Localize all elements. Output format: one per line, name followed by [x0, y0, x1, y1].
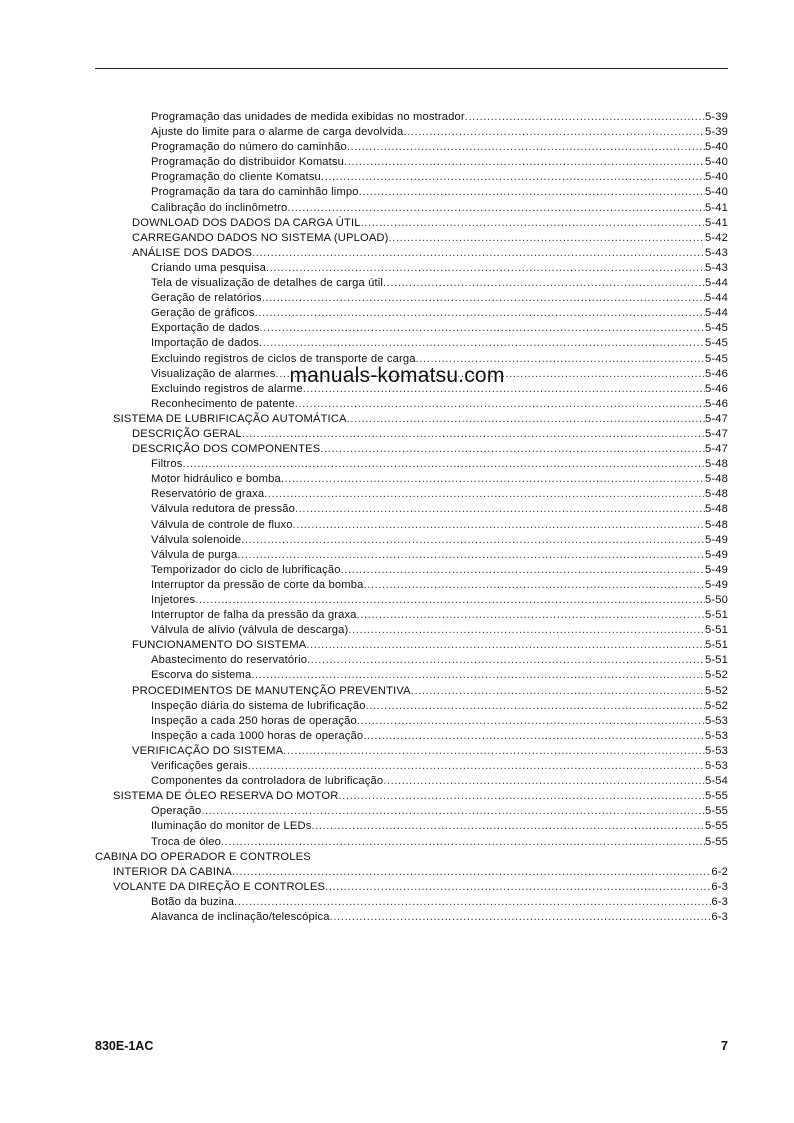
dot-leader [361, 216, 705, 231]
dot-leader [234, 895, 711, 910]
toc-entry-page: 5-48 [705, 503, 728, 516]
toc-entry-page: 5-43 [705, 261, 728, 274]
dot-leader [195, 593, 705, 608]
dot-leader [339, 789, 706, 804]
toc-entry-page: 5-46 [705, 397, 728, 410]
dot-leader [330, 910, 712, 925]
dot-leader [383, 276, 705, 291]
dot-leader [320, 442, 705, 457]
dot-leader [281, 472, 705, 487]
toc-entry-page: 5-55 [705, 805, 728, 818]
toc-entry[interactable] [0, 865, 794, 880]
toc-entry-page: 5-46 [705, 367, 728, 380]
dot-leader [347, 412, 705, 427]
toc-entry[interactable] [0, 548, 794, 563]
toc-entry-page: 5-40 [705, 186, 728, 199]
toc-entry-page: 5-40 [705, 141, 728, 154]
toc-entry-title: Interruptor de falha da pressão da graxa [151, 609, 357, 622]
toc-entry-title: Ajuste do limite para o alarme de carga devolvida [151, 126, 404, 139]
toc-entry[interactable] [0, 321, 794, 336]
dot-leader [344, 155, 705, 170]
toc-entry-page: 5-55 [705, 820, 728, 833]
toc-entry[interactable] [0, 412, 794, 427]
dot-leader [347, 140, 705, 155]
toc-entry-title: Filtros [151, 458, 183, 471]
toc-entry-page: 5-49 [705, 578, 728, 591]
toc-entry[interactable] [0, 170, 794, 185]
toc-entry[interactable] [0, 699, 794, 714]
toc-entry[interactable] [0, 246, 794, 261]
toc-entry[interactable] [0, 578, 794, 593]
dot-leader [348, 623, 705, 638]
toc-entry-page: 5-45 [705, 337, 728, 350]
dot-leader [383, 774, 705, 789]
dot-leader [306, 638, 705, 653]
toc-entry-page: 5-41 [705, 201, 728, 214]
toc-entry[interactable] [0, 442, 794, 457]
dot-leader [366, 699, 705, 714]
dot-leader [465, 110, 705, 125]
toc-entry[interactable] [0, 563, 794, 578]
footer-page-number: 7 [721, 1039, 728, 1053]
toc-entry[interactable] [0, 638, 794, 653]
toc-entry-page: 5-49 [705, 533, 728, 546]
toc-entry-page: 5-55 [705, 790, 728, 803]
toc-entry-page: 5-49 [705, 563, 728, 576]
toc-entry[interactable] [0, 457, 794, 472]
toc-entry[interactable] [0, 895, 794, 910]
toc-entry-page: 5-48 [705, 488, 728, 501]
dot-leader [241, 533, 705, 548]
toc-entry-title: Verificações gerais [151, 760, 248, 773]
toc-entry-page: 6-3 [711, 880, 728, 893]
toc-entry-title: Botão da buzina [151, 895, 235, 908]
toc-entry[interactable] [0, 140, 794, 155]
toc-entry[interactable] [0, 653, 794, 668]
dot-leader [295, 502, 705, 517]
toc-entry-title: Motor hidráulico e bomba [151, 473, 281, 486]
toc-entry-title: CABINA DO OPERADOR E CONTROLES [95, 850, 311, 863]
footer-model: 830E-1AC [95, 1039, 154, 1053]
toc-entry-title: DESCRIÇÃO DOS COMPONENTES [132, 443, 321, 456]
toc-entry-title: Tela de visualização de detalhes de carga útil [151, 277, 384, 290]
toc-entry-title: Calibração do inclinômetro [151, 201, 288, 214]
toc-entry-title: Interruptor da pressão de corte da bomba [151, 578, 364, 591]
toc-entry-page: 5-47 [705, 443, 728, 456]
toc-entry-title: Troca de óleo [151, 835, 221, 848]
toc-entry-title: Criando uma pesquisa [151, 261, 266, 274]
toc-entry-title: Injetores [151, 594, 196, 606]
toc-entry[interactable] [0, 472, 794, 487]
toc-entry-page: 6-2 [711, 865, 728, 878]
toc-entry[interactable] [0, 593, 794, 608]
toc-entry-title: CARREGANDO DADOS NO SISTEMA (UPLOAD) [132, 231, 389, 244]
toc-entry-page: 5-53 [705, 760, 728, 773]
watermark: manuals-komatsu.com [289, 364, 505, 387]
toc-entry-page: 5-52 [705, 684, 728, 697]
dot-leader [357, 608, 705, 623]
toc-entry-title: Programação da tara do caminhão limpo [151, 186, 359, 199]
dot-leader [293, 518, 705, 533]
dot-leader [242, 427, 705, 442]
toc-entry-title: Geração de gráficos [151, 307, 255, 320]
dot-leader [403, 125, 705, 140]
header-rule [95, 68, 728, 69]
toc-entry-page: 5-51 [705, 654, 728, 667]
toc-entry[interactable] [0, 835, 794, 850]
dot-leader [251, 668, 705, 683]
toc-entry-page: 5-51 [705, 624, 728, 637]
dot-leader [262, 291, 705, 306]
toc-entry-page: 5-48 [705, 518, 728, 531]
toc-entry-page: 5-44 [705, 292, 728, 305]
dot-leader [232, 865, 711, 880]
toc-entry-title: Programação do distribuidor Komatsu [151, 156, 345, 169]
toc-entry-page: 5-44 [705, 277, 728, 290]
dot-leader [389, 231, 705, 246]
toc-entry-page: 5-40 [705, 171, 728, 184]
toc-entry-title: Iluminação do monitor de LEDs [151, 820, 312, 833]
toc-entry-page: 5-54 [705, 775, 728, 788]
toc-entry[interactable] [0, 201, 794, 216]
toc-entry-title: Programação do número do caminhão [151, 141, 347, 154]
toc-entry-title: Reconhecimento de patente [151, 397, 295, 410]
toc-entry-page: 5-51 [705, 639, 728, 652]
toc-entry-title: Reservatório de graxa [151, 488, 265, 501]
toc-entry[interactable] [0, 684, 794, 699]
toc-entry[interactable] [0, 714, 794, 729]
toc-entry-title: Temporizador do ciclo de lubrificação [151, 563, 341, 576]
dot-leader [264, 487, 705, 502]
dot-leader [341, 563, 705, 578]
toc-entry-title: Exportação de dados [151, 322, 260, 335]
toc-entry-page: 5-48 [705, 473, 728, 486]
toc-entry[interactable] [0, 110, 794, 125]
toc-entry[interactable] [0, 518, 794, 533]
toc-entry-page: 5-53 [705, 714, 728, 727]
toc-entry[interactable] [0, 216, 794, 231]
toc-entry-page: 5-50 [705, 594, 728, 606]
toc-entry-title: Válvula de purga [151, 548, 238, 561]
toc-entry-page: 5-43 [705, 246, 728, 259]
toc-entry-page: 5-55 [705, 835, 728, 848]
dot-leader [321, 170, 705, 185]
toc-entry-page: 5-49 [705, 548, 728, 561]
toc-entry[interactable] [0, 804, 794, 819]
toc-entry-page: 5-39 [705, 111, 728, 123]
toc-entry-title: SISTEMA DE LUBRIFICAÇÃO AUTOMÁTICA [113, 412, 347, 425]
dot-leader [252, 246, 705, 261]
toc-entry-title: PROCEDIMENTOS DE MANUTENÇÃO PREVENTIVA [132, 684, 411, 697]
table-of-contents [0, 110, 794, 925]
toc-entry-page: 5-53 [705, 729, 728, 742]
toc-entry[interactable] [0, 231, 794, 246]
toc-entry[interactable] [0, 623, 794, 638]
toc-entry-page: 5-52 [705, 669, 728, 682]
toc-entry-title: Operação [151, 805, 202, 818]
toc-entry-title: Válvula solenoide [151, 533, 242, 546]
toc-entry-title: Válvula de alívio (válvula de descarga) [151, 624, 349, 637]
toc-entry[interactable] [0, 336, 794, 351]
toc-entry[interactable] [0, 668, 794, 683]
toc-entry-title: Escorva do sistema [151, 669, 252, 682]
toc-entry[interactable] [0, 427, 794, 442]
toc-entry-title: VOLANTE DA DIREÇÃO E CONTROLES [113, 880, 326, 893]
toc-entry-title: INTERIOR DA CABINA [113, 865, 232, 878]
toc-entry[interactable] [0, 850, 794, 865]
toc-entry[interactable] [0, 487, 794, 502]
toc-entry-title: Inspeção diária do sistema de lubrificação [151, 699, 366, 712]
toc-entry-page: 5-52 [705, 699, 728, 712]
toc-entry-title: Componentes da controladora de lubrificação [151, 775, 384, 788]
toc-entry-title: Programação do cliente Komatsu [151, 171, 321, 184]
toc-entry-title: DOWNLOAD DOS DADOS DA CARGA ÚTIL [132, 216, 361, 229]
toc-entry-page: 5-45 [705, 322, 728, 335]
toc-entry-title: Geração de relatórios [151, 292, 262, 305]
toc-entry[interactable] [0, 880, 794, 895]
dot-leader [411, 684, 705, 699]
dot-leader [201, 804, 705, 819]
toc-entry-title: Excluindo registros de ciclos de transporte de carga [151, 352, 416, 365]
dot-leader [237, 548, 705, 563]
dot-leader [325, 880, 711, 895]
toc-entry[interactable] [0, 155, 794, 170]
toc-entry-title: Inspeção a cada 250 horas de operação [151, 714, 357, 727]
toc-entry[interactable] [0, 759, 794, 774]
toc-entry-title: SISTEMA DE ÓLEO RESERVA DO MOTOR [113, 790, 339, 803]
dot-leader [363, 729, 705, 744]
toc-entry[interactable] [0, 819, 794, 834]
toc-entry-page: 5-47 [705, 427, 728, 440]
toc-entry-title: Excluindo registros de alarme [151, 382, 303, 395]
toc-entry[interactable] [0, 306, 794, 321]
toc-entry[interactable] [0, 910, 794, 925]
toc-entry[interactable] [0, 291, 794, 306]
toc-entry-page: 5-42 [705, 231, 728, 244]
toc-entry-page: 5-48 [705, 458, 728, 471]
dot-leader [311, 819, 705, 834]
toc-entry-title: Visualização de alarmes [151, 367, 276, 380]
dot-leader [363, 578, 705, 593]
toc-entry-page: 5-47 [705, 412, 728, 425]
dot-leader [287, 201, 705, 216]
toc-entry-page: 5-45 [705, 352, 728, 365]
dot-leader [255, 306, 705, 321]
toc-entry-page: 5-51 [705, 609, 728, 622]
toc-entry-title: FUNCIONAMENTO DO SISTEMA [132, 639, 307, 652]
toc-entry-page: 5-46 [705, 382, 728, 395]
dot-leader [359, 185, 705, 200]
toc-entry-title: Inspeção a cada 1000 horas de operação [151, 729, 364, 742]
toc-entry[interactable] [0, 744, 794, 759]
toc-entry-title: Abastecimento do reservatório [151, 654, 308, 667]
toc-entry-page: 6-3 [711, 910, 728, 923]
toc-entry[interactable] [0, 261, 794, 276]
toc-entry-title: Programação das unidades de medida exibidas no mostrador [151, 111, 465, 123]
toc-entry-title: DESCRIÇÃO GERAL [132, 427, 242, 440]
toc-entry[interactable] [0, 125, 794, 140]
toc-entry-title: Importação de dados [151, 337, 259, 350]
toc-entry[interactable] [0, 608, 794, 623]
toc-entry-page: 5-41 [705, 216, 728, 229]
dot-leader [283, 744, 705, 759]
toc-entry-title: VERIFICAÇÃO DO SISTEMA [132, 744, 284, 757]
toc-entry[interactable] [0, 789, 794, 804]
toc-entry[interactable] [0, 533, 794, 548]
dot-leader [260, 321, 705, 336]
toc-entry[interactable] [0, 397, 794, 412]
dot-leader [266, 261, 705, 276]
dot-leader [307, 653, 705, 668]
dot-leader [248, 759, 705, 774]
toc-entry-page: 6-3 [711, 895, 728, 908]
toc-entry-title: Válvula redutora de pressão [151, 503, 295, 516]
toc-entry-title: ANÁLISE DOS DADOS [132, 246, 253, 259]
toc-entry-page: 5-44 [705, 307, 728, 320]
toc-entry[interactable] [0, 729, 794, 744]
dot-leader [357, 714, 705, 729]
toc-entry-page: 5-53 [705, 744, 728, 757]
toc-entry-title: Alavanca de inclinação/telescópica [151, 910, 330, 923]
toc-entry-page: 5-39 [705, 126, 728, 139]
dot-leader [221, 835, 705, 850]
dot-leader [183, 457, 705, 472]
toc-entry[interactable] [0, 276, 794, 291]
toc-entry-page: 5-40 [705, 156, 728, 169]
toc-entry[interactable] [0, 185, 794, 200]
dot-leader [295, 397, 705, 412]
toc-entry[interactable] [0, 502, 794, 517]
toc-entry[interactable] [0, 774, 794, 789]
dot-leader [259, 336, 705, 351]
toc-entry-title: Válvula de controle de fluxo [151, 518, 293, 531]
